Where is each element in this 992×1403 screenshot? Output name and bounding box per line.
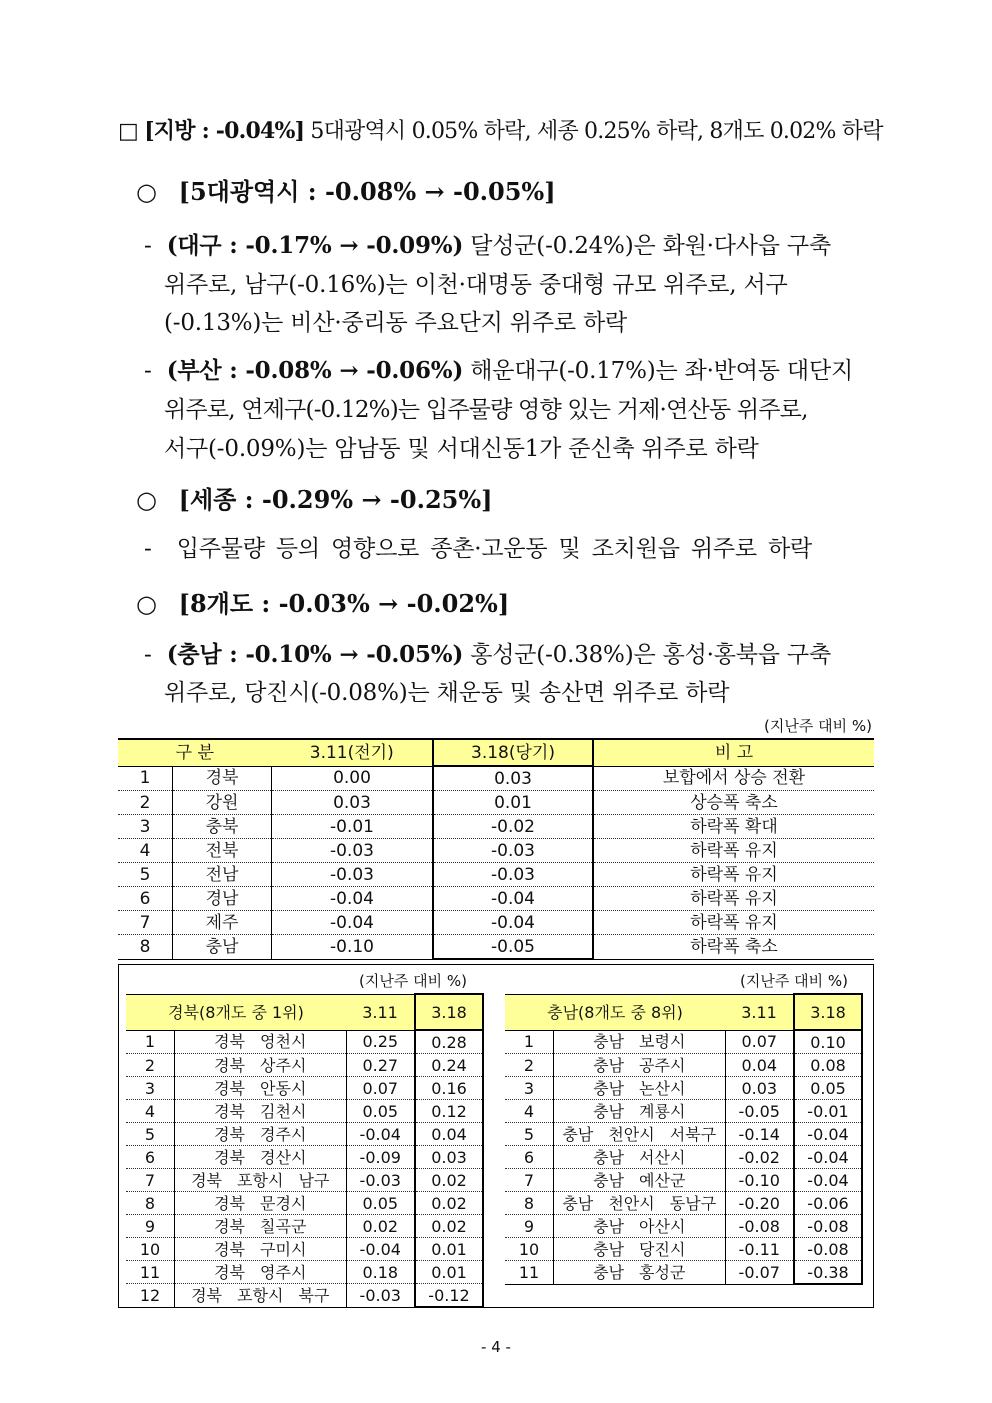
row-region: 전남 (173, 863, 272, 887)
dash-bullet: - (144, 642, 152, 668)
left-table-unit: (지난주 대비 %) (359, 972, 467, 990)
table-row (126, 1030, 483, 1054)
row-region: 경북 칠곡군 (175, 1215, 347, 1238)
row-region: 경북 상주시 (175, 1054, 347, 1077)
row-curr-value: 0.24 (415, 1054, 483, 1077)
row-number: 1 (505, 1030, 554, 1054)
row-curr-value: -0.02 (433, 815, 593, 839)
para-daegu-1 (144, 227, 831, 260)
right-table-body (505, 1030, 862, 1284)
row-prev-value: 0.18 (346, 1261, 415, 1284)
left-header-prev: 3.11 (346, 994, 415, 1030)
row-prev-value: -0.10 (272, 935, 434, 960)
table-header-row (505, 994, 862, 1030)
table-row (505, 1215, 862, 1238)
row-region: 경북 안동시 (175, 1077, 347, 1100)
row-prev-value: 0.03 (272, 791, 434, 815)
table-row (126, 1054, 483, 1077)
row-region: 충남 논산시 (554, 1077, 726, 1100)
row-curr-value: 0.28 (415, 1030, 483, 1054)
heading-rest: 5대광역시 0.05% 하락, 세종 0.25% 하락, 8개도 0.02% 하락 (304, 119, 883, 144)
table-row (126, 1215, 483, 1238)
circle-bullet-icon: ○ (136, 486, 157, 514)
row-number: 8 (118, 935, 173, 960)
row-curr-value: -0.04 (794, 1146, 862, 1169)
row-number: 1 (126, 1030, 175, 1054)
row-number: 8 (505, 1192, 554, 1215)
row-curr-value: 0.08 (794, 1054, 862, 1077)
row-note: 하락폭 축소 (593, 935, 874, 960)
para-chungnam-1 (144, 636, 831, 669)
table-row (118, 766, 874, 791)
row-region: 경북 김천시 (175, 1100, 347, 1123)
row-note: 보합에서 상승 전환 (593, 766, 874, 791)
row-prev-value: 0.07 (346, 1077, 415, 1100)
busan-bold: (부산 : -0.08% → -0.06%) (166, 357, 464, 384)
chungnam-bold: (충남 : -0.10% → -0.05%) (166, 641, 464, 668)
table-row (126, 1146, 483, 1169)
row-region: 경북 영천시 (175, 1030, 347, 1054)
row-curr-value: -0.08 (794, 1238, 862, 1261)
daegu-bold: (대구 : -0.17% → -0.09%) (166, 232, 464, 259)
circle-bullet-icon: ○ (136, 590, 157, 618)
row-curr-value: -0.04 (433, 887, 593, 911)
table-row (126, 1100, 483, 1123)
table-row (505, 1100, 862, 1123)
row-curr-value: -0.08 (794, 1215, 862, 1238)
dash-bullet: - (144, 358, 152, 384)
row-prev-value: -0.09 (346, 1146, 415, 1169)
row-prev-value: -0.08 (725, 1215, 794, 1238)
row-number: 6 (126, 1146, 175, 1169)
row-curr-value: 0.02 (415, 1169, 483, 1192)
row-region: 충남 (173, 935, 272, 960)
row-number: 2 (126, 1054, 175, 1077)
row-curr-value: -0.06 (794, 1192, 862, 1215)
row-number: 7 (505, 1169, 554, 1192)
row-curr-value: -0.05 (433, 935, 593, 960)
row-curr-value: 0.12 (415, 1100, 483, 1123)
para-busan-1 (144, 352, 853, 385)
row-prev-value: 0.04 (725, 1054, 794, 1077)
daegu-text-1: 달성군(-0.24%)은 화원·다사읍 구축 (463, 233, 831, 259)
row-number: 3 (505, 1077, 554, 1100)
subsection-provinces (136, 584, 509, 619)
table-row (505, 1054, 862, 1077)
row-curr-value: -0.04 (794, 1169, 862, 1192)
row-region: 경북 구미시 (175, 1238, 347, 1261)
row-region: 충남 서산시 (554, 1146, 726, 1169)
table-row (126, 1169, 483, 1192)
table-row (118, 935, 874, 960)
row-number: 4 (126, 1100, 175, 1123)
row-prev-value: -0.07 (725, 1261, 794, 1285)
subsection-provinces-title: [8개도 : -0.03% → -0.02%] (178, 589, 510, 618)
row-number: 2 (505, 1054, 554, 1077)
row-number: 9 (126, 1215, 175, 1238)
table-row (118, 815, 874, 839)
dash-bullet: - (144, 233, 152, 259)
row-curr-value: 0.03 (433, 766, 593, 791)
row-region: 충남 보령시 (554, 1030, 726, 1054)
row-curr-value: 0.01 (433, 791, 593, 815)
row-prev-value: 0.03 (725, 1077, 794, 1100)
row-number: 10 (505, 1238, 554, 1261)
row-number: 6 (118, 887, 173, 911)
table-row (118, 839, 874, 863)
table-row (126, 1261, 483, 1284)
right-table-unit: (지난주 대비 %) (740, 972, 848, 990)
row-prev-value: -0.05 (725, 1100, 794, 1123)
row-number: 5 (118, 863, 173, 887)
row-curr-value: -0.03 (433, 839, 593, 863)
table-row (505, 1261, 862, 1285)
row-region: 제주 (173, 911, 272, 935)
main-table-body (118, 766, 874, 959)
page-number: - 4 - (481, 1338, 511, 1356)
row-region: 충남 천안시 동남구 (554, 1192, 726, 1215)
left-header-curr: 3.18 (415, 994, 483, 1030)
circle-bullet-icon: ○ (136, 178, 157, 206)
busan-text-1: 해운대구(-0.17%)는 좌·반여동 대단지 (463, 358, 853, 384)
row-curr-value: 0.10 (794, 1030, 862, 1054)
row-note: 상승폭 축소 (593, 791, 874, 815)
table-row (118, 887, 874, 911)
row-note: 하락폭 유지 (593, 911, 874, 935)
row-prev-value: 0.07 (725, 1030, 794, 1054)
row-prev-value: 0.25 (346, 1030, 415, 1054)
left-header-title: 경북(8개도 중 1위) (126, 994, 346, 1030)
section-heading (118, 114, 883, 145)
row-region: 충북 (173, 815, 272, 839)
row-prev-value: 0.05 (346, 1100, 415, 1123)
row-number: 6 (505, 1146, 554, 1169)
para-chungnam-2: 위주로, 당진시(-0.08%)는 채운동 및 송산면 위주로 하락 (164, 680, 730, 706)
table-row (505, 1077, 862, 1100)
row-curr-value: -0.01 (794, 1100, 862, 1123)
row-prev-value: -0.03 (346, 1169, 415, 1192)
province-table (118, 738, 874, 960)
para-sejong (144, 530, 812, 563)
row-region: 충남 당진시 (554, 1238, 726, 1261)
row-prev-value: 0.02 (346, 1215, 415, 1238)
row-note: 하락폭 유지 (593, 863, 874, 887)
row-curr-value: 0.01 (415, 1261, 483, 1284)
row-number: 9 (505, 1215, 554, 1238)
table-row (505, 1192, 862, 1215)
row-prev-value: -0.04 (346, 1238, 415, 1261)
table-row (126, 1077, 483, 1100)
row-region: 경북 포항시 남구 (175, 1169, 347, 1192)
row-number: 10 (126, 1238, 175, 1261)
subsection-metro-title: [5대광역시 : -0.08% → -0.05%] (178, 177, 556, 206)
row-curr-value: -0.38 (794, 1261, 862, 1285)
table-row (126, 1192, 483, 1215)
row-region: 경북 문경시 (175, 1192, 347, 1215)
row-number: 11 (126, 1261, 175, 1284)
row-number: 3 (118, 815, 173, 839)
row-region: 충남 예산군 (554, 1169, 726, 1192)
right-header-title: 충남(8개도 중 8위) (505, 994, 725, 1030)
table-row (126, 1123, 483, 1146)
table-row (505, 1169, 862, 1192)
row-prev-value: -0.04 (272, 911, 434, 935)
row-curr-value: 0.02 (415, 1192, 483, 1215)
row-number: 8 (126, 1192, 175, 1215)
row-region: 충남 홍성군 (554, 1261, 726, 1285)
row-curr-value: 0.16 (415, 1077, 483, 1100)
row-region: 경북 포항시 북구 (175, 1284, 347, 1308)
row-prev-value: -0.04 (346, 1123, 415, 1146)
row-prev-value: -0.03 (272, 839, 434, 863)
row-prev-value: -0.14 (725, 1123, 794, 1146)
row-number: 4 (118, 839, 173, 863)
row-curr-value: 0.05 (794, 1077, 862, 1100)
row-region: 충남 아산시 (554, 1215, 726, 1238)
row-region: 경남 (173, 887, 272, 911)
row-curr-value: 0.01 (415, 1238, 483, 1261)
para-busan-3: 서구(-0.09%)는 암남동 및 서대신동1가 준신축 위주로 하락 (164, 436, 759, 462)
row-number: 11 (505, 1261, 554, 1285)
row-number: 5 (126, 1123, 175, 1146)
row-number: 1 (118, 766, 173, 791)
subsection-metro (136, 172, 556, 207)
heading-bold: [지방 : -0.04%] (144, 118, 305, 144)
table-row (118, 791, 874, 815)
table-header-row (118, 739, 874, 766)
row-number: 5 (505, 1123, 554, 1146)
table-row (505, 1030, 862, 1054)
row-region: 경북 (173, 766, 272, 791)
row-prev-value: -0.01 (272, 815, 434, 839)
table-row (505, 1123, 862, 1146)
row-prev-value: -0.02 (725, 1146, 794, 1169)
left-table-body (126, 1030, 483, 1307)
row-region: 강원 (173, 791, 272, 815)
row-prev-value: -0.03 (346, 1284, 415, 1308)
table-row (118, 911, 874, 935)
row-region: 경북 영주시 (175, 1261, 347, 1284)
chungnam-text-1: 홍성군(-0.38%)은 홍성·홍북읍 구축 (463, 642, 831, 668)
row-prev-value: 0.00 (272, 766, 434, 791)
table-row (505, 1146, 862, 1169)
row-region: 충남 계룡시 (554, 1100, 726, 1123)
row-note: 하락폭 확대 (593, 815, 874, 839)
row-region: 경북 경산시 (175, 1146, 347, 1169)
right-header-prev: 3.11 (725, 994, 794, 1030)
main-table-unit: (지난주 대비 %) (764, 717, 872, 735)
row-prev-value: 0.27 (346, 1054, 415, 1077)
row-number: 2 (118, 791, 173, 815)
row-number: 7 (126, 1169, 175, 1192)
table-row (505, 1238, 862, 1261)
row-curr-value: -0.03 (433, 863, 593, 887)
para-busan-2: 위주로, 연제구(-0.12%)는 입주물량 영향 있는 거제·연산동 위주로, (164, 397, 808, 423)
row-number: 3 (126, 1077, 175, 1100)
subsection-sejong (136, 480, 493, 515)
row-curr-value: -0.04 (794, 1123, 862, 1146)
chungnam-table (505, 993, 863, 1285)
dash-bullet: - (144, 536, 152, 562)
gyeongbuk-table (126, 993, 484, 1308)
row-number: 4 (505, 1100, 554, 1123)
row-curr-value: 0.03 (415, 1146, 483, 1169)
row-curr-value: 0.02 (415, 1215, 483, 1238)
table-row (126, 1238, 483, 1261)
checkbox-square-icon: □ (118, 119, 138, 144)
header-category: 구 분 (118, 739, 272, 766)
table-row (118, 863, 874, 887)
row-region: 전북 (173, 839, 272, 863)
header-curr: 3.18(당기) (433, 739, 593, 766)
para-daegu-2: 위주로, 남구(-0.16%)는 이천·대명동 중대형 규모 위주로, 서구 (164, 272, 788, 298)
table-row (126, 1284, 483, 1308)
row-curr-value: -0.12 (415, 1284, 483, 1308)
table-header-row (126, 994, 483, 1030)
header-note: 비 고 (593, 739, 874, 766)
row-curr-value: -0.04 (433, 911, 593, 935)
right-header-curr: 3.18 (794, 994, 862, 1030)
row-region: 충남 공주시 (554, 1054, 726, 1077)
row-number: 7 (118, 911, 173, 935)
para-daegu-3: (-0.13%)는 비산·중리동 주요단지 위주로 하락 (164, 310, 628, 336)
row-prev-value: -0.03 (272, 863, 434, 887)
row-curr-value: 0.04 (415, 1123, 483, 1146)
subsection-sejong-title: [세종 : -0.29% → -0.25%] (178, 485, 493, 514)
row-number: 12 (126, 1284, 175, 1308)
row-region: 경북 경주시 (175, 1123, 347, 1146)
row-note: 하락폭 유지 (593, 887, 874, 911)
row-prev-value: -0.10 (725, 1169, 794, 1192)
row-prev-value: -0.11 (725, 1238, 794, 1261)
sejong-text: 입주물량 등의 영향으로 종촌·고운동 및 조치원읍 위주로 하락 (176, 536, 813, 562)
row-region: 충남 천안시 서북구 (554, 1123, 726, 1146)
row-prev-value: -0.04 (272, 887, 434, 911)
row-prev-value: -0.20 (725, 1192, 794, 1215)
row-prev-value: 0.05 (346, 1192, 415, 1215)
header-prev: 3.11(전기) (272, 739, 434, 766)
row-note: 하락폭 유지 (593, 839, 874, 863)
